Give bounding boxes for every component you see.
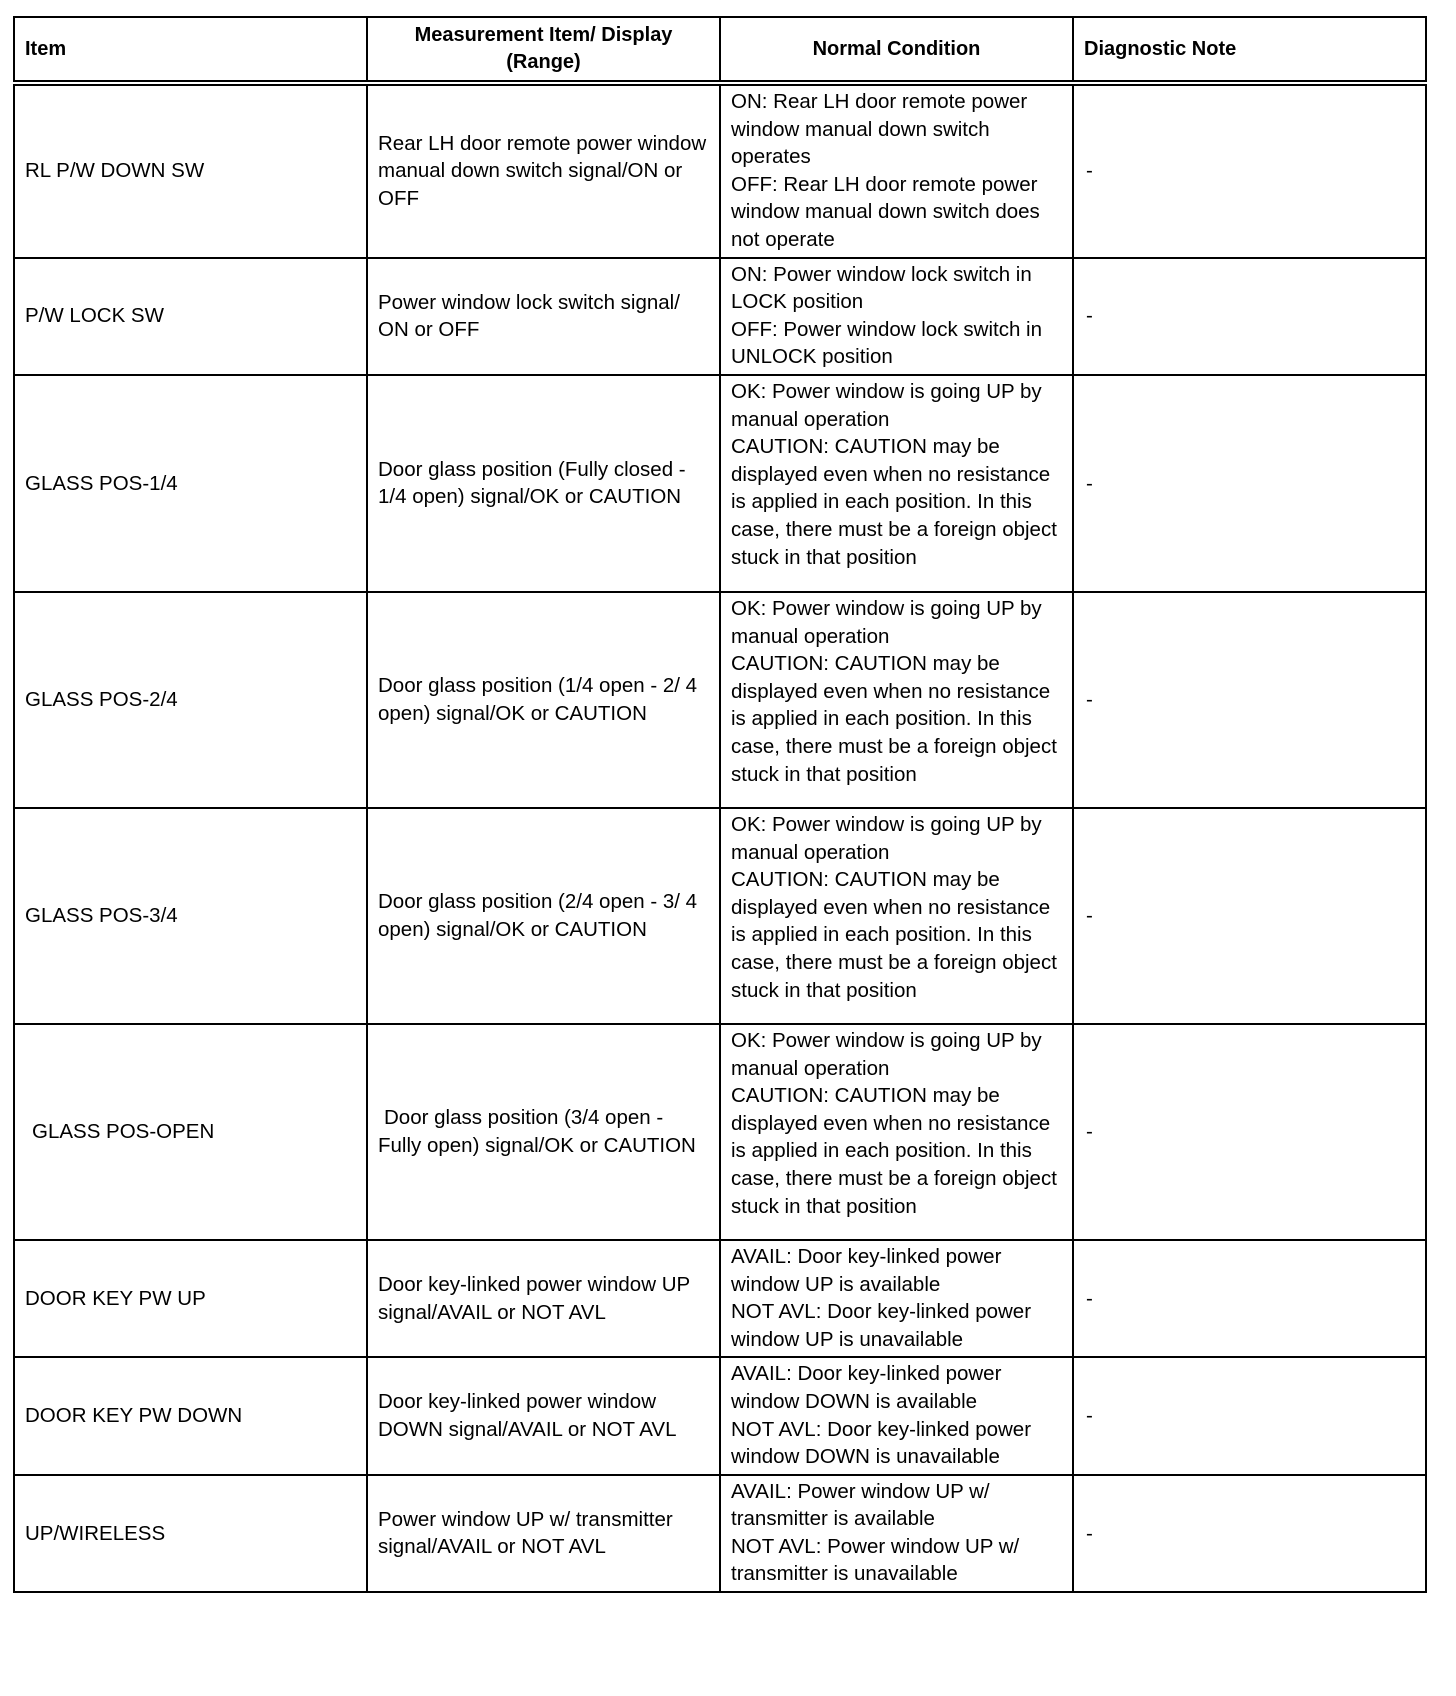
cell-measurement <box>367 1024 720 1240</box>
measurement-text: Door glass position (3/4 open - Fully open) signal/OK or CAUTION <box>378 1106 696 1157</box>
table-row <box>14 83 1426 258</box>
cell-normal-condition <box>720 1240 1073 1357</box>
condition-line: NOT AVL: Door key-linked power window DOWN is unavailable <box>731 1417 1032 1469</box>
table-row <box>14 1475 1426 1592</box>
cell-normal-condition <box>720 375 1073 592</box>
cell-normal-condition <box>720 83 1073 258</box>
cell-diagnostic-note: - <box>1073 1024 1426 1240</box>
header-measurement <box>367 17 720 83</box>
diagnostic-table-page <box>13 16 1425 1593</box>
condition-line: OFF: Power window lock switch in UNLOCK position <box>731 317 1043 369</box>
table-row <box>14 1240 1426 1357</box>
cell-measurement: Door glass position (2/4 open - 3/ 4 open) signal/OK or CAUTION <box>367 808 720 1024</box>
cell-diagnostic-note: - <box>1073 1475 1426 1592</box>
cell-item: RL P/W DOWN SW <box>14 83 367 258</box>
cell-measurement: Power window UP w/ transmitter signal/AVAIL or NOT AVL <box>367 1475 720 1592</box>
cell-normal-condition <box>720 258 1073 375</box>
cell-measurement: Door key-linked power window DOWN signal/AVAIL or NOT AVL <box>367 1357 720 1474</box>
condition-line: ON: Power window lock switch in LOCK position <box>731 262 1032 314</box>
cell-item: P/W LOCK SW <box>14 258 367 375</box>
table-row <box>14 808 1426 1024</box>
cell-normal-condition <box>720 592 1073 808</box>
condition-line: OK: Power window is going UP by manual operation <box>731 596 1042 648</box>
condition-line: OK: Power window is going UP by manual operation <box>731 812 1042 864</box>
table-row <box>14 1357 1426 1474</box>
cell-diagnostic-note: - <box>1073 1357 1426 1474</box>
condition-line: AVAIL: Power window UP w/ transmitter is available <box>731 1479 990 1531</box>
table-row <box>14 1024 1426 1240</box>
cell-diagnostic-note: - <box>1073 258 1426 375</box>
condition-line: OK: Power window is going UP by manual operation <box>731 1028 1042 1080</box>
cell-diagnostic-note: - <box>1073 83 1426 258</box>
header-diagnostic-note: Diagnostic Note <box>1073 17 1426 83</box>
cell-item: GLASS POS-1/4 <box>14 375 367 592</box>
cell-measurement: Power window lock switch signal/ ON or OFF <box>367 258 720 375</box>
condition-line: ON: Rear LH door remote power window manual down switch operates <box>731 90 1028 169</box>
condition-line: CAUTION: CAUTION may be displayed even when no resistance is applied in each position. In this case, there must be a foreign object stuck in that position <box>731 652 1057 786</box>
cell-normal-condition <box>720 1357 1073 1474</box>
condition-line: NOT AVL: Power window UP w/ transmitter is unavailable <box>731 1534 1020 1586</box>
condition-line: CAUTION: CAUTION may be displayed even when no resistance is applied in each position. In this case, there must be a foreign object stuck in that position <box>731 1084 1057 1218</box>
condition-line: NOT AVL: Door key-linked power window UP is unavailable <box>731 1300 1032 1351</box>
cell-measurement: Door glass position (Fully closed - 1/4 open) signal/OK or CAUTION <box>367 375 720 592</box>
cell-measurement: Door key-linked power window UP signal/AVAIL or NOT AVL <box>367 1240 720 1357</box>
cell-item: UP/WIRELESS <box>14 1475 367 1592</box>
table-row <box>14 592 1426 808</box>
cell-item: GLASS POS-3/4 <box>14 808 367 1024</box>
condition-line: OK: Power window is going UP by manual operation <box>731 379 1042 431</box>
cell-diagnostic-note: - <box>1073 808 1426 1024</box>
header-normal-condition: Normal Condition <box>720 17 1073 83</box>
table-row <box>14 375 1426 592</box>
table-header-row <box>14 17 1426 83</box>
header-measurement-label: Measurement Item/ Display (Range) <box>414 24 673 73</box>
cell-diagnostic-note: - <box>1073 592 1426 808</box>
condition-line: OFF: Rear LH door remote power window manual down switch does not operate <box>731 172 1040 251</box>
table-row <box>14 258 1426 375</box>
condition-line: CAUTION: CAUTION may be displayed even when no resistance is applied in each position. In this case, there must be a foreign object stuck in that position <box>731 435 1057 569</box>
cell-diagnostic-note: - <box>1073 375 1426 592</box>
cell-measurement: Rear LH door remote power window manual down switch signal/ON or OFF <box>367 83 720 258</box>
data-monitor-table <box>13 16 1427 1593</box>
cell-item: DOOR KEY PW UP <box>14 1240 367 1357</box>
condition-line: AVAIL: Door key-linked power window UP is available <box>731 1244 1002 1296</box>
condition-line: AVAIL: Door key-linked power window DOWN is available <box>731 1362 1002 1413</box>
cell-item: GLASS POS-2/4 <box>14 592 367 808</box>
cell-normal-condition <box>720 808 1073 1024</box>
cell-diagnostic-note: - <box>1073 1240 1426 1357</box>
header-item: Item <box>14 17 367 83</box>
cell-normal-condition <box>720 1475 1073 1592</box>
cell-measurement: Door glass position (1/4 open - 2/ 4 open) signal/OK or CAUTION <box>367 592 720 808</box>
cell-normal-condition <box>720 1024 1073 1240</box>
condition-line: CAUTION: CAUTION may be displayed even when no resistance is applied in each position. In this case, there must be a foreign object stuck in that position <box>731 868 1057 1002</box>
cell-item: DOOR KEY PW DOWN <box>14 1357 367 1474</box>
cell-item: GLASS POS-OPEN <box>14 1024 367 1240</box>
